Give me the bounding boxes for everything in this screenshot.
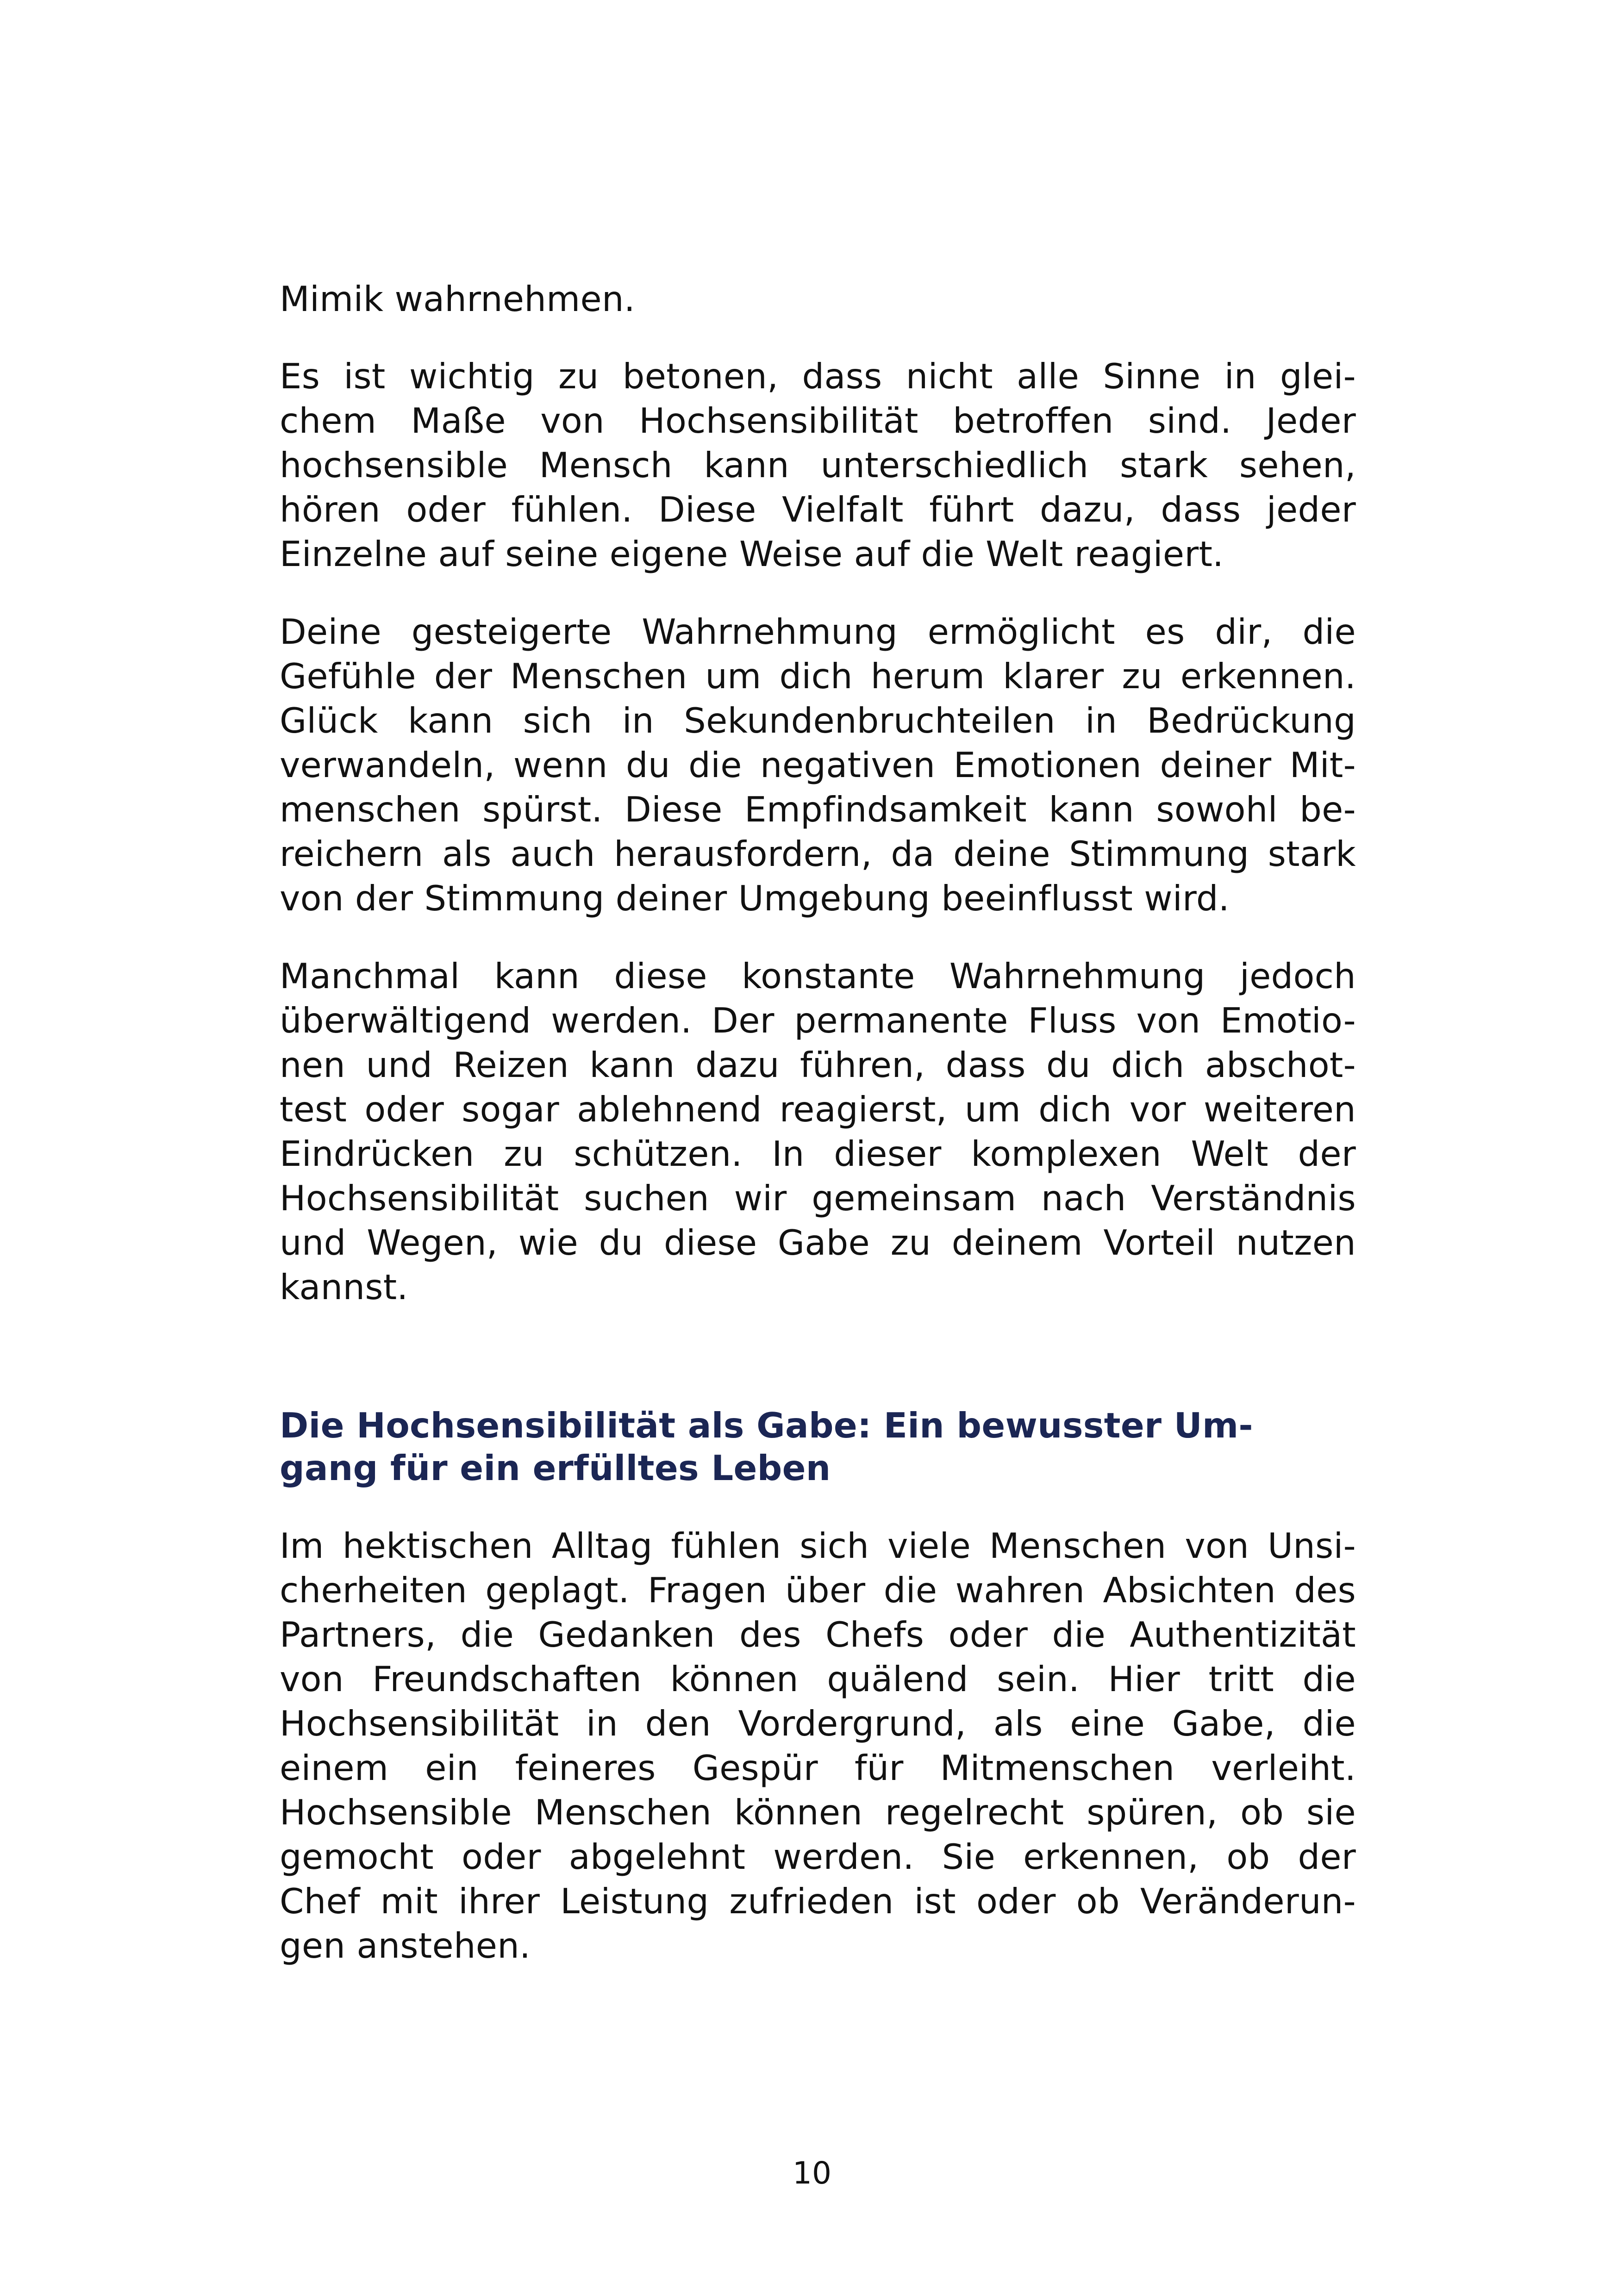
body-text-line: hören oder fühlen. Diese Vielfalt führt dazu, dass jeder [280, 489, 1356, 530]
body-text-line: gemocht oder abgelehnt werden. Sie erkennen, ob der [280, 1836, 1356, 1877]
body-text-line: Deine gesteigerte Wahrnehmung ermöglicht es dir, die [280, 611, 1356, 652]
body-text-line: nen und Reizen kann dazu führen, dass du dich abschot- [280, 1045, 1356, 1085]
section-heading-line: gang für ein erfülltes Leben [280, 1448, 831, 1488]
body-text-line: gen anstehen. [280, 1925, 531, 1966]
body-text-line: Es ist wichtig zu betonen, dass nicht alle Sinne in glei- [280, 356, 1356, 397]
section-heading-line: Die Hochsensibilität als Gabe: Ein bewusster Um- [280, 1405, 1253, 1446]
body-text-line: reichern als auch herausfordern, da deine Stimmung stark [280, 834, 1356, 874]
body-text-line: kannst. [280, 1267, 408, 1307]
body-text-line: Glück kann sich in Sekundenbruchteilen in Bedrückung [280, 700, 1356, 741]
body-text-line: menschen spürst. Diese Empfindsamkeit kann sowohl be- [280, 789, 1356, 830]
body-text-line: Chef mit ihrer Leistung zufrieden ist oder ob Veränderun- [280, 1881, 1356, 1922]
body-text-line: Einzelne auf seine eigene Weise auf die Welt reagiert. [280, 534, 1224, 574]
body-text-line: Eindrücken zu schützen. In dieser komplexen Welt der [280, 1133, 1356, 1174]
page-number: 10 [793, 2155, 831, 2191]
body-text-line: überwältigend werden. Der permanente Fluss von Emotio- [280, 1000, 1356, 1041]
body-text-line: von Freundschaften können quälend sein. Hier tritt die [280, 1659, 1356, 1699]
body-text-line: Mimik wahrnehmen. [280, 279, 635, 319]
body-text-line: von der Stimmung deiner Umgebung beeinflusst wird. [280, 878, 1230, 919]
body-text-line: einem ein feineres Gespür für Mitmenschen verleiht. [280, 1748, 1356, 1788]
body-text-line: chem Maße von Hochsensibilität betroffen sind. Jeder [280, 400, 1356, 441]
body-text-line: Im hektischen Alltag fühlen sich viele Menschen von Unsi- [280, 1525, 1356, 1566]
body-text-line: cherheiten geplagt. Fragen über die wahren Absichten des [280, 1570, 1356, 1611]
body-text-line: hochsensible Mensch kann unterschiedlich stark sehen, [280, 445, 1356, 485]
body-text-line: Partners, die Gedanken des Chefs oder die Authentizität [280, 1614, 1356, 1655]
body-text-line: verwandeln, wenn du die negativen Emotionen deiner Mit- [280, 745, 1356, 785]
body-text-line: und Wegen, wie du diese Gabe zu deinem Vorteil nutzen [280, 1222, 1356, 1263]
body-text-line: Hochsensible Menschen können regelrecht spüren, ob sie [280, 1792, 1356, 1833]
body-text-line: test oder sogar ablehnend reagierst, um dich vor weiteren [280, 1089, 1356, 1130]
body-text-line: Manchmal kann diese konstante Wahrnehmung jedoch [280, 956, 1356, 996]
body-text-line: Gefühle der Menschen um dich herum klarer zu erkennen. [280, 656, 1356, 697]
body-text-line: Hochsensibilität in den Vordergrund, als eine Gabe, die [280, 1703, 1356, 1744]
body-text-line: Hochsensibilität suchen wir gemeinsam nach Verständnis [280, 1178, 1356, 1219]
